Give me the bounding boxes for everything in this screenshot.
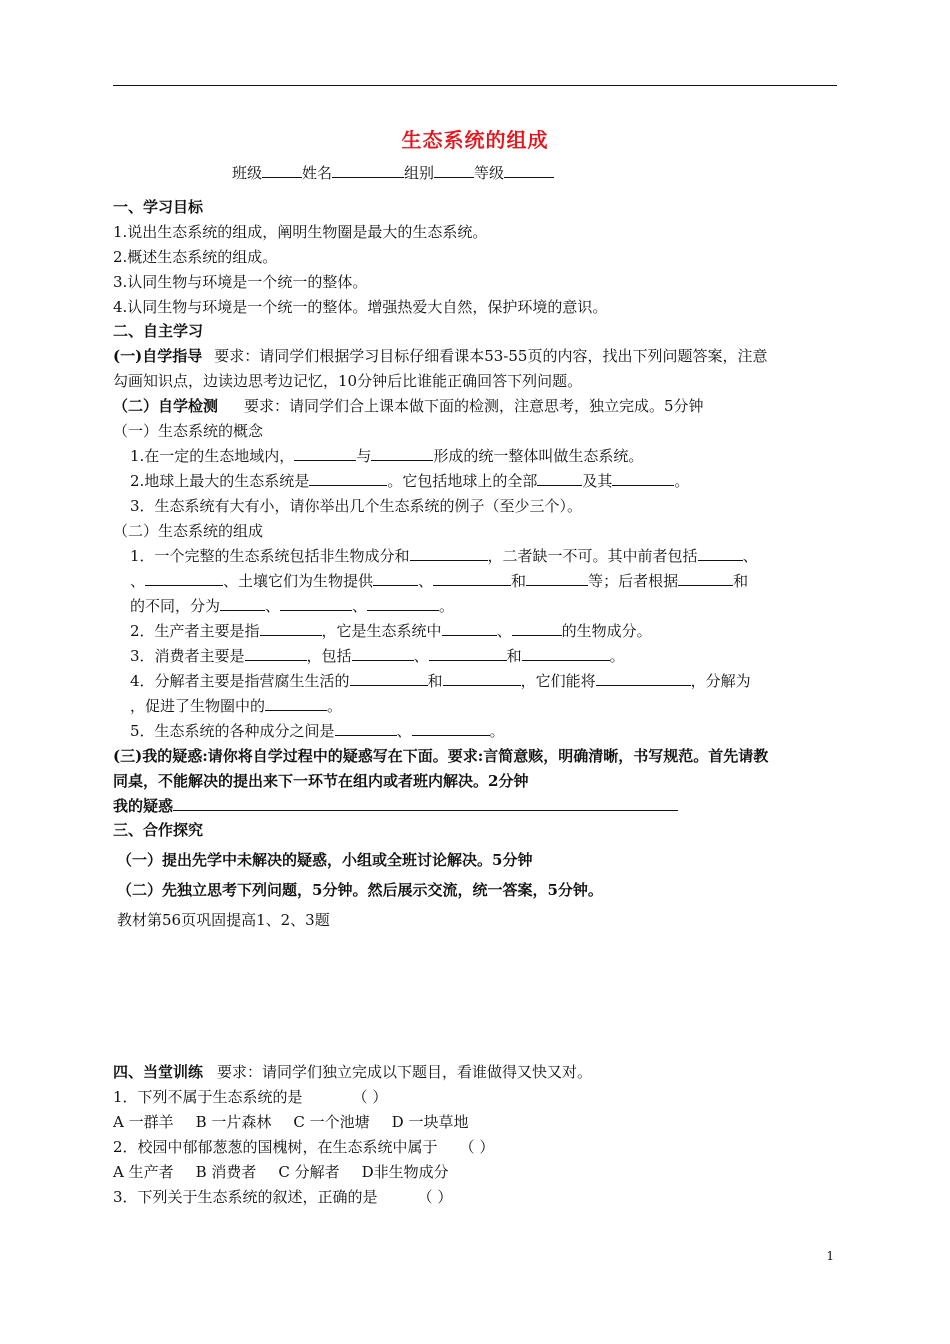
composition-question-1-cont: 、 、土壤它们为生物提供 、 和 等；后者根据 和 — [130, 572, 749, 590]
guide-heading: (一)自学指导 — [113, 347, 203, 365]
answer-blank[interactable] — [309, 471, 387, 486]
section-4-heading: 四、当堂训练 — [113, 1063, 204, 1081]
question-3: 3．生态系统有大有小，请你举出几个生态系统的例子（至少三个）。 — [130, 497, 583, 515]
option[interactable]: A 一群羊 — [113, 1113, 174, 1131]
student-info-line — [232, 163, 554, 183]
grade-blank[interactable] — [504, 163, 554, 178]
option[interactable]: D 一块草地 — [391, 1113, 469, 1131]
answer-blank[interactable] — [245, 646, 307, 661]
composition-question-1-end: 的不同，分为 、 、 。 — [130, 597, 455, 615]
composition-question-4: 4．分解者主要是指营腐生生活的 和 ，它们能将 ，分解为 — [130, 672, 751, 690]
group-label: 组别 — [404, 164, 435, 182]
option[interactable]: B 一片森林 — [195, 1113, 272, 1131]
answer-blank[interactable] — [373, 571, 418, 586]
answer-blank[interactable] — [335, 721, 397, 736]
composition-question-3: 3．消费者主要是 ，包括 、 和 。 — [130, 647, 625, 665]
self-study-guide-line — [113, 346, 767, 366]
option[interactable]: A 生产者 — [113, 1163, 174, 1181]
answer-blank[interactable] — [596, 671, 691, 686]
answer-blank[interactable] — [522, 646, 610, 661]
exercise-question-1: 1．下列不属于生态系统的是 （ ） — [113, 1088, 388, 1106]
option[interactable]: C 分解者 — [278, 1163, 340, 1181]
answer-blank[interactable] — [350, 671, 428, 686]
self-check-line — [113, 396, 704, 416]
answer-blank[interactable] — [371, 446, 433, 461]
answer-paren[interactable]: （ ） — [352, 1088, 388, 1106]
section-3-heading: 三、合作探究 — [113, 821, 204, 839]
option[interactable]: B 消费者 — [195, 1163, 257, 1181]
answer-blank[interactable] — [698, 546, 743, 561]
answer-blank[interactable] — [429, 646, 507, 661]
check-heading: （二）自学检测 — [113, 397, 219, 415]
guide-text-2: 勾画知识点，边读边思考边记忆，10分钟后比谁能正确回答下列问题。 — [113, 372, 583, 390]
composition-question-1: 1．一个完整的生态系统包括非生物成分和 ，二者缺一不可。其中前者包括 、 — [130, 547, 758, 565]
answer-paren[interactable]: （ ） — [459, 1138, 495, 1156]
answer-blank[interactable] — [442, 621, 497, 636]
section-2-heading: 二、自主学习 — [113, 322, 204, 340]
question-1: 1.在一定的生态地域内， 与 形成的统一整体叫做生态系统。 — [130, 447, 644, 465]
answer-blank[interactable] — [526, 571, 588, 586]
answer-blank[interactable] — [352, 646, 414, 661]
doubt-instructions-cont: 同桌，不能解决的提出来下一环节在组内或者班内解决。2分钟 — [113, 772, 529, 790]
class-blank[interactable] — [262, 163, 302, 178]
answer-blank[interactable] — [433, 571, 511, 586]
name-label: 姓名 — [302, 164, 333, 182]
objective-item: 4.认同生物与环境是一个统一的整体。增强热爱大自然，保护环境的意识。 — [113, 298, 608, 316]
page-title: 生态系统的组成 — [401, 128, 549, 152]
cooperation-item-2: （二）先独立思考下列问题，5分钟。然后展示交流，统一答案，5分钟。 — [117, 881, 603, 899]
textbook-exercise: 教材第56页巩固提高1、2、3题 — [117, 911, 330, 929]
cooperation-item-1: （一）提出先学中未解决的疑惑，小组或全班讨论解决。5分钟 — [117, 851, 533, 869]
answer-blank[interactable] — [294, 446, 356, 461]
composition-question-5: 5．生态系统的各种成分之间是 、 。 — [130, 722, 505, 740]
composition-subheading: （二）生态系统的组成 — [113, 522, 264, 540]
composition-question-4-cont: ，促进了生物圈中的 。 — [130, 697, 343, 715]
answer-blank[interactable] — [410, 546, 488, 561]
answer-blank[interactable] — [260, 621, 322, 636]
name-blank[interactable] — [332, 163, 404, 178]
answer-blank[interactable] — [612, 471, 674, 486]
section-4-requirement: 要求：请同学们独立完成以下题目，看谁做得又快又对。 — [217, 1063, 593, 1081]
objective-item: 3.认同生物与环境是一个统一的整体。 — [113, 273, 368, 291]
answer-blank[interactable] — [145, 571, 223, 586]
answer-blank[interactable] — [443, 671, 521, 686]
objective-item: 1.说出生态系统的组成，阐明生物圈是最大的生态系统。 — [113, 223, 488, 241]
answer-blank[interactable] — [412, 721, 490, 736]
exercise-question-2: 2．校园中郁郁葱葱的国槐树，在生态系统中属于 （ ） — [113, 1138, 495, 1156]
answer-blank[interactable] — [367, 596, 439, 611]
doubt-label: 我的疑惑 — [113, 797, 174, 815]
answer-blank[interactable] — [280, 596, 352, 611]
answer-paren[interactable]: （ ） — [417, 1188, 453, 1206]
composition-question-2: 2．生产者主要是指 ，它是生态系统中 、 的生物成分。 — [130, 622, 652, 640]
check-text: 要求：请同学们合上课本做下面的检测，注意思考，独立完成。5分钟 — [244, 397, 704, 415]
header-rule — [113, 85, 837, 86]
section-4-line — [113, 1062, 592, 1082]
section-1-heading: 一、学习目标 — [113, 198, 204, 216]
option[interactable]: C 一个池塘 — [293, 1113, 370, 1131]
guide-text: 要求：请同学们根据学习目标仔细看课本53-55页的内容，找出下列问题答案，注意 — [214, 347, 768, 365]
page-number: 1 — [826, 1249, 834, 1263]
class-label: 班级 — [232, 164, 263, 182]
exercise-options-2 — [113, 1162, 449, 1182]
question-2: 2.地球上最大的生态系统是 。它包括地球上的全部 及其 。 — [130, 472, 690, 490]
doubt-line — [113, 796, 678, 816]
exercise-options-1 — [113, 1112, 468, 1132]
group-blank[interactable] — [434, 163, 474, 178]
concept-subheading: （一）生态系统的概念 — [113, 422, 264, 440]
answer-blank[interactable] — [220, 596, 265, 611]
option[interactable]: D非生物成分 — [361, 1163, 449, 1181]
answer-blank[interactable] — [512, 621, 562, 636]
answer-blank[interactable] — [678, 571, 733, 586]
exercise-question-3: 3．下列关于生态系统的叙述，正确的是 （ ） — [113, 1188, 453, 1206]
doubt-blank[interactable] — [173, 796, 678, 811]
answer-blank[interactable] — [265, 696, 327, 711]
doubt-instructions: (三)我的疑惑:请你将自学过程中的疑惑写在下面。要求:言简意赅，明确清晰，书写规范。首先请教 — [113, 747, 769, 765]
answer-blank[interactable] — [537, 471, 582, 486]
objective-item: 2.概述生态系统的组成。 — [113, 248, 278, 266]
grade-label: 等级 — [474, 164, 505, 182]
